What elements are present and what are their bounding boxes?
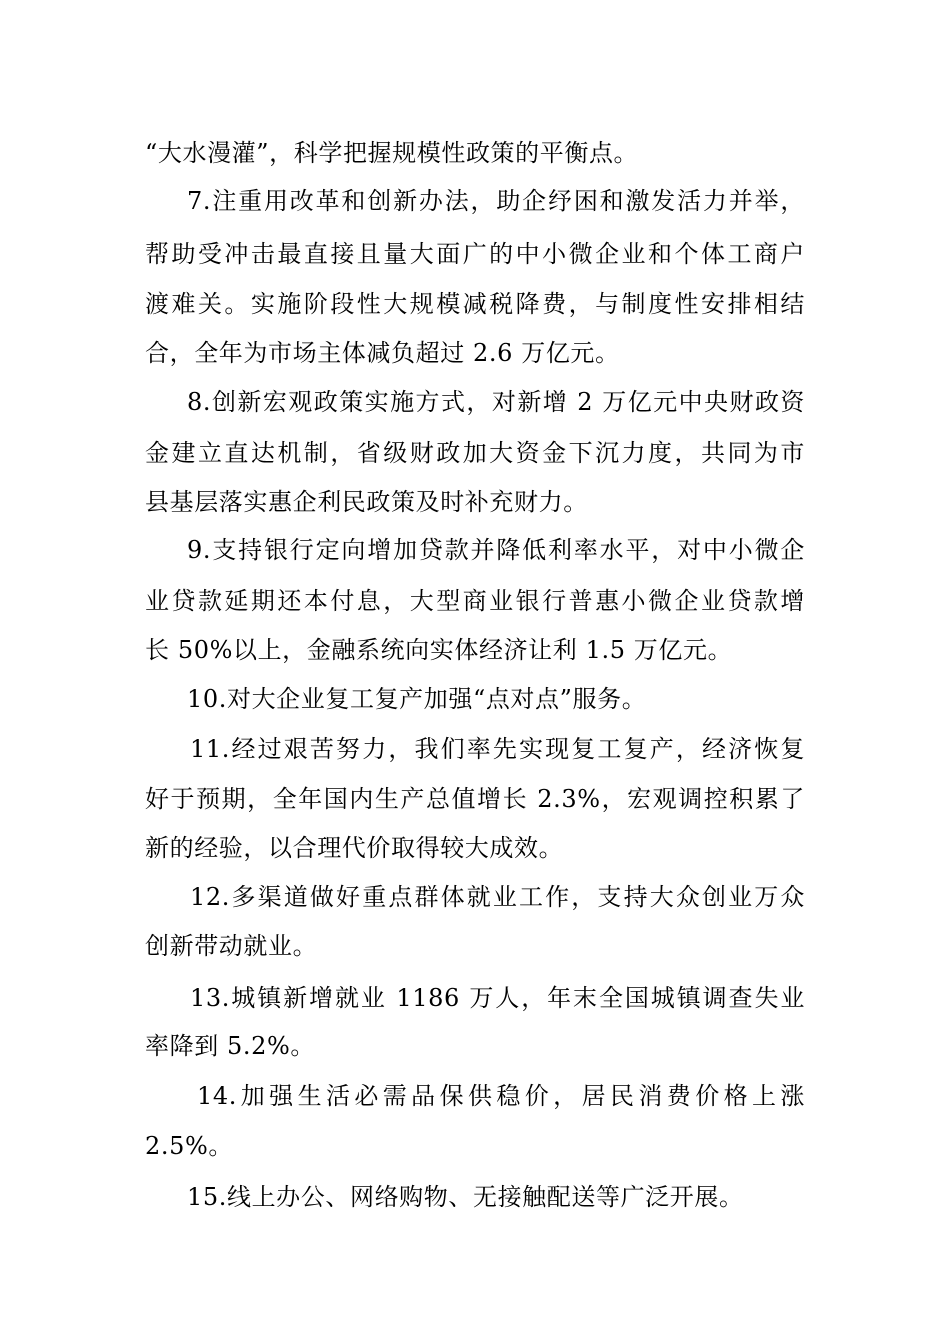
text-line: 8.创新宏观政策实施方式，对新增 2 万亿元中央财政资 (187, 388, 805, 416)
text-line: “大水漫灌”，科学把握规模性政策的平衡点。 (145, 139, 639, 167)
text-line: 率降到 5.2%。 (145, 1032, 316, 1060)
text-line: 金建立直达机制，省级财政加大资金下沉力度，共同为市 (145, 439, 805, 467)
text-line: 14.加强生活必需品保供稳价，居民消费价格上涨 (197, 1082, 805, 1110)
text-line: 12.多渠道做好重点群体就业工作，支持大众创业万众 (190, 883, 805, 911)
text-line: 创新带动就业。 (145, 932, 318, 960)
text-line: 13.城镇新增就业 1186 万人，年末全国城镇调查失业 (190, 984, 805, 1012)
text-line: 好于预期，全年国内生产总值增长 2.3%，宏观调控积累了 (145, 785, 805, 813)
text-line: 2.5%。 (145, 1132, 233, 1160)
text-line: 新的经验，以合理代价取得较大成效。 (145, 834, 564, 862)
text-line: 县基层落实惠企利民政策及时补充财力。 (145, 488, 588, 516)
text-line: 11.经过艰苦努力，我们率先实现复工复产，经济恢复 (190, 735, 805, 763)
text-line: 帮助受冲击最直接且量大面广的中小微企业和个体工商户 (145, 240, 805, 268)
text-line: 合，全年为市场主体减负超过 2.6 万亿元。 (145, 339, 620, 367)
text-line: 15.线上办公、网络购物、无接触配送等广泛开展。 (187, 1183, 744, 1211)
text-line: 10.对大企业复工复产加强“点对点”服务。 (187, 685, 647, 713)
text-line: 7.注重用改革和创新办法，助企纾困和激发活力并举， (187, 187, 805, 215)
text-line: 长 50%以上，金融系统向实体经济让利 1.5 万亿元。 (145, 636, 733, 664)
text-line: 业贷款延期还本付息，大型商业银行普惠小微企业贷款增 (145, 587, 805, 615)
text-line: 9.支持银行定向增加贷款并降低利率水平，对中小微企 (187, 536, 805, 564)
text-line: 渡难关。实施阶段性大规模减税降费，与制度性安排相结 (145, 290, 805, 318)
